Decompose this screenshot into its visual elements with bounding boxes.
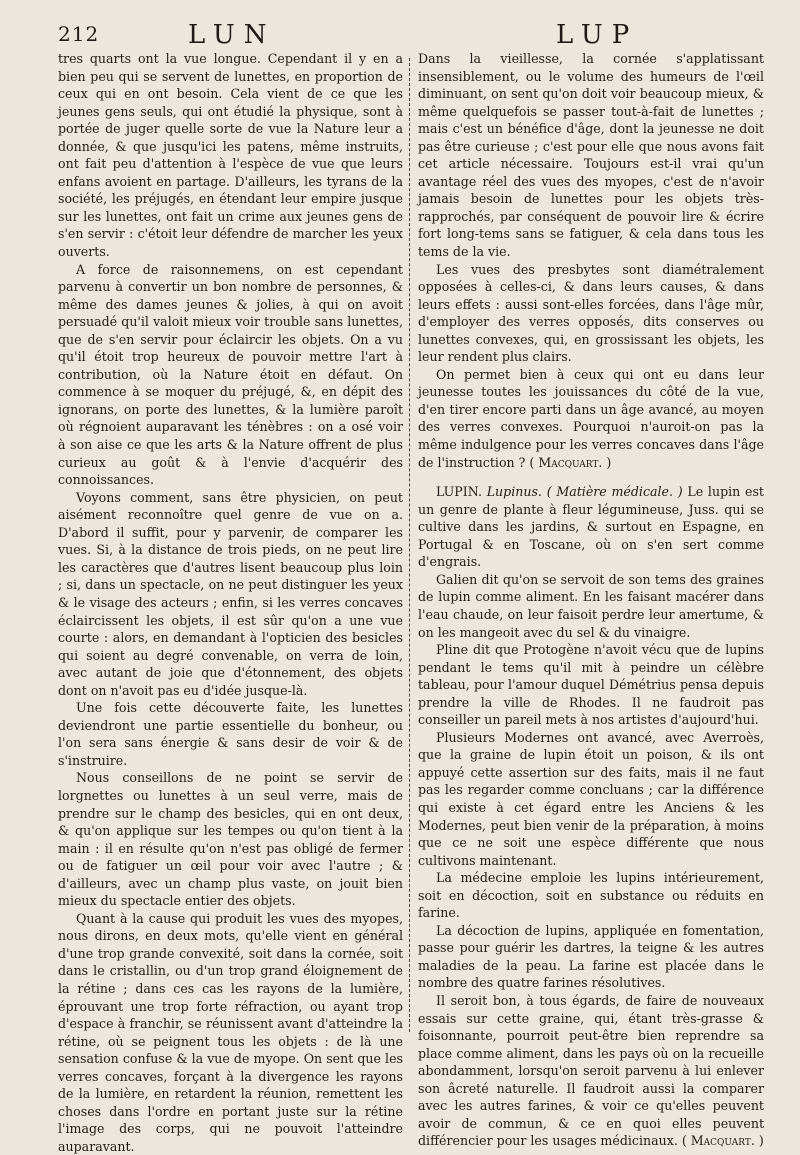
entry-latin-name: Lupinus. [486,484,542,500]
paragraph: Voyons comment, sans être physicien, on peut aisément reconnoître quel genre de vue on a. D'abord il suffit, pour y parvenir, de comparer les vues. Si, à la distance de trois pieds, on ne peut lire les caractères que d'autres lisent beaucoup plus loin ; si, dans un spectacle, on ne peut distinguer les yeux & le visage des acteurs ; enfin, si les verres concaves éclaircissent les objets, il est sûr qu'on a une vue courte : alors, en demandant à l'opticien des besicles qui soient au degré convenable, on verra de loin, avec autant de joie que d'étonnement, des objets dont on n'avoit pas eu d'idée jusque-là. [58,489,403,698]
paragraph: Nous conseillons de ne point se servir de lorgnettes ou lunettes à un seul verre, mais de prendre sur le champ des besicles, qui en ont deux, & qu'on applique sur les tempes ou qu'on tient à la main : il en résulte qu'on n'est pas obligé de fermer ou de fatiguer un œil pour voir avec l'autre ; & d'ailleurs, avec un champ plus vaste, on jouit bien mieux du spectacle entier des objets. [58,770,403,909]
paragraph: Les vues des presbytes sont diamétralement opposées à celles-ci, & dans leurs causes, & dans leurs effets : aussi sont-elles forcées, dans l'âge mûr, d'employer des verres opposés, dits conserves ou lunettes convexes, qui, en grossissant les objets, les leur rendent plus clairs. [418,261,764,365]
left-column [58,50,403,1155]
entry-headword: LUPIN. [436,484,482,500]
paragraph: Pline dit que Protogène n'avoit vécu que de lupins pendant le tems qu'il mit à peindre un célèbre tableau, pour l'amour duquel Démétrius pensa depuis prendre la ville de Rhodes. Il ne faudroit pas conseiller un pareil mets à nos artistes d'aujourd'hui. [418,642,764,728]
paragraph: Plusieurs Modernes ont avancé, avec Averroès, que la graine de lupin étoit un poison, & ils ont appuyé cette assertion sur des faits, mais il ne faut pas les regarder comme concluans ; car la différence qui existe à cet égard entre les Anciens & les Modernes, peut bien venir de la préparation, à moins que ce ne soit une espèce différente que nous cultivons maintenant. [418,729,764,868]
author-signature: ( Macquart. ) [529,454,612,470]
entry-lupin [418,483,764,571]
column-divider [409,58,410,1032]
paragraph [418,366,764,471]
author-signature: ( Macquart. ) [681,1133,764,1149]
paragraph [418,992,764,1150]
paragraph: A force de raisonnemens, on est cependant parvenu à convertir un bon nombre de personnes, & même des dames jeunes & jolies, à qui on avoit persuadé qu'il valoit mieux voir trouble sans lunettes, que de s'en servir pour éclaircir les objets. On a vu qu'il étoit trop heureux de pouvoir mettre l'art à contribution, où la Nature étoit en défaut. On commence à se moquer du préjugé, &, en dépit des ignorans, on porte des lunettes, & la lumière paroît où régnoient auparavant les ténèbres : on a osé voir à son aise ce que les arts & la Nature offrent de plus curieux au goût & à l'envie d'acquérir des connoissances. [58,261,403,488]
paragraph: Une fois cette découverte faite, les lunettes deviendront une partie essentielle du bonheur, ou l'on sera sans énergie & sans desir de voir & de s'instruire. [58,700,403,768]
page-header [0,20,800,54]
entry-definition: Le lupin est un genre de plante à fleur légumineuse, Juss. qui se cultive dans les jardins, & surtout en Espagne, en Portugal & en Toscane, où on s'en sert comme d'engrais. [418,484,764,570]
page-number: 212 [58,22,100,46]
paragraph: Galien dit qu'on se servoit de son tems des graines de lupin comme aliment. En les faisant macérer dans l'eau chaude, on leur faisoit perdre leur amertume, & on les mangeoit avec du sel & du vinaigre. [418,571,764,640]
paragraph-text: Il seroit bon, à tous égards, de faire de nouveaux essais sur cette graine, qui, étant très-grasse & foisonnante, pourroit peut-être bien reprendre sa place comme aliment, dans les pays où on la recueille abondamment, lorsqu'on seroit parvenu à lui enlever son âcreté naturelle. Il faudroit aussi la comparer avec les autres farines, & voir ce qu'elles peuvent avoir de commun, & ce en quoi elles peuvent différencier pour les usages médicinaux. [418,992,764,1149]
paragraph: tres quarts ont la vue longue. Cependant il y en a bien peu qui se servent de lunettes, en proportion de ceux qui en ont besoin. Cela vient de ce que les jeunes gens seuls, qui ont étudié la physique, sont à portée de juger quelle sorte de vue la Nature leur a donnée, & que jusqu'ici les patens, même instruits, ont fait peu d'attention à l'espèce de vue que leurs enfans avoient en partage. D'ailleurs, les tyrans de la société, les préjugés, en étendant leur empire jusque sur les lunettes, ont fait un crime aux jeunes gens de s'en servir : c'étoit leur défendre de marcher les yeux ouverts. [58,51,403,260]
paragraph: Dans la vieillesse, la cornée s'applatissant insensiblement, ou le volume des humeurs de l'œil diminuant, on sent qu'on doit voir beaucoup mieux, & même quelquefois se passer tout-à-fait de lunettes ; mais c'est un bénéfice d'âge, dont la jeunesse ne doit pas être curieuse ; c'est pour elle que nous avons fait cet article nécessaire. Toujours est-il vrai qu'un avantage réel des vues des myopes, c'est de n'avoir jamais besoin de lunettes pour les objets très-rapprochés, par conséquent de pouvoir lire & écrire fort long-tems sans se fatiguer, & cela dans tous les tems de la vie. [418,51,764,260]
entry-category: ( Matière médicale. ) [546,484,683,500]
right-column [418,50,764,1150]
paragraph: La médecine emploie les lupins intérieurement, soit en décoction, soit en substance ou réduits en farine. [418,870,764,921]
left-running-head: LUN [188,20,276,50]
paragraph: Quant à la cause qui produit les vues des myopes, nous dirons, en deux mots, qu'elle vient en général d'une trop grande convexité, soit dans la cornée, soit dans le cristallin, ou d'un trop grand éloignement de la rétine ; dans ces cas les rayons de la lumière, éprouvant une trop forte réfraction, ou ayant trop d'espace à franchir, se réunissent avant d'atteindre la rétine, où se peignent tous les objets : de là une sensation confuse & la vue de myope. On sent que les verres concaves, forçant à la divergence les rayons de la lumière, en retardent la réunion, remettent les choses dans l'ordre en portant juste sur la rétine l'image des corps, qui ne pouvoit l'atteindre auparavant. [58,910,403,1154]
right-running-head: LUP [556,20,639,50]
paragraph: La décoction de lupins, appliquée en fomentation, passe pour guérir les dartres, la teigne & les autres maladies de la peau. La farine est placée dans le nombre des quatre farines résolutives. [418,922,764,991]
paragraph-text: On permet bien à ceux qui ont eu dans leur jeunesse toutes les jouissances du côté de la vue, d'en tirer encore parti dans un âge avancé, au moyen des verres convexes. Pourquoi n'auroit-on pas la même indulgence pour les verres concaves dans l'âge de l'instruction ? [418,366,764,470]
